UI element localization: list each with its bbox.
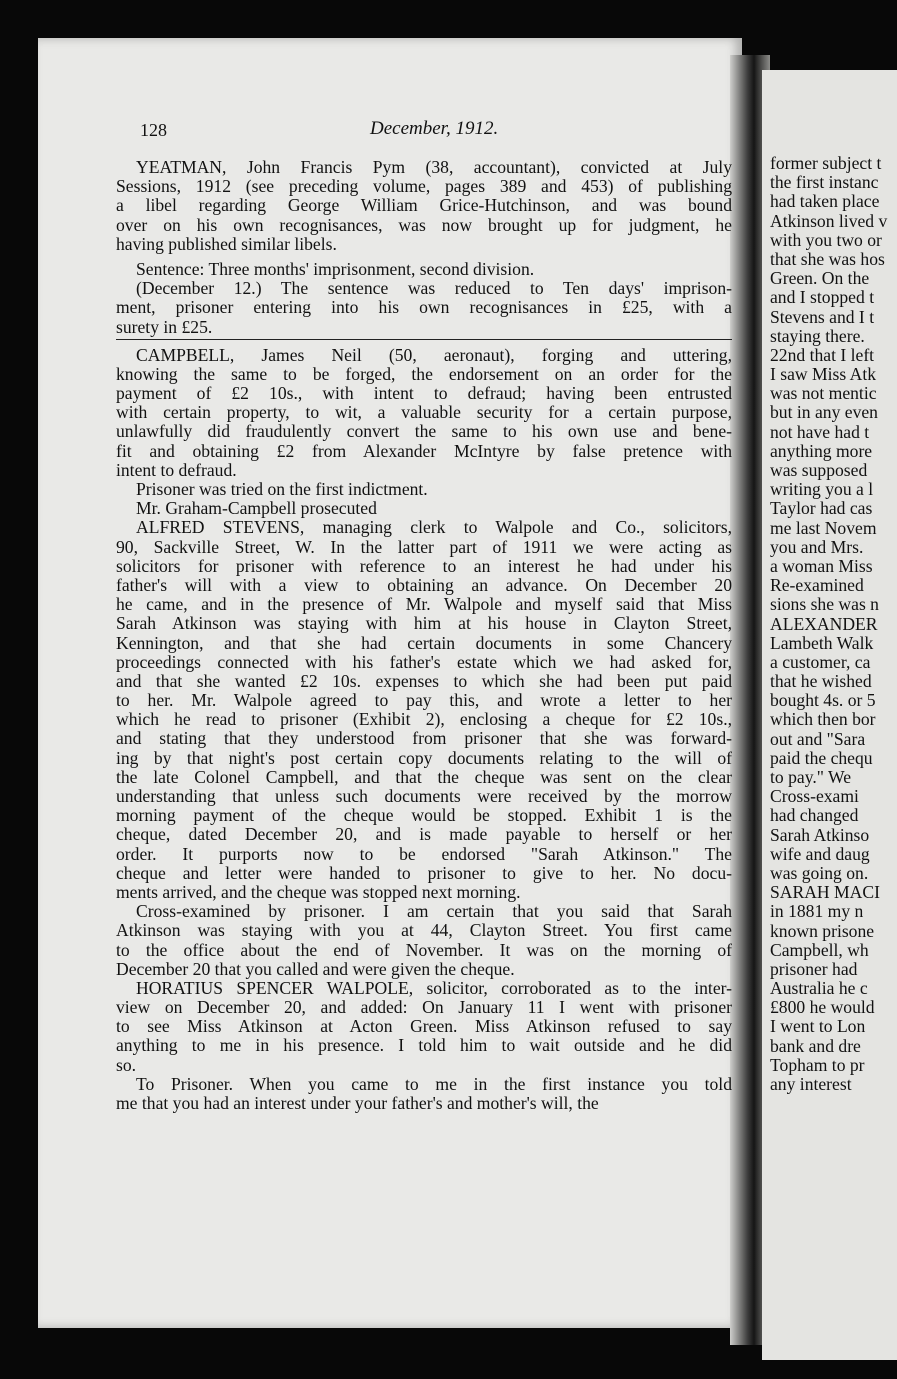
paragraph-line: Sarah Atkinson was staying with him at his house in Clayton Street,	[116, 614, 732, 634]
paragraph-line: surety in £25.	[116, 317, 213, 337]
paragraph-line: (December 12.) The sentence was reduced to Ten days' imprison-	[136, 279, 732, 299]
paragraph-line: Mr. Graham-Campbell prosecuted	[136, 499, 377, 519]
main-text-column	[116, 158, 732, 1113]
case-line: unlawfully did fraudulently convert the same to his own use and bene-	[116, 422, 732, 442]
right-page-line: was not mentic	[770, 384, 877, 404]
case-line: fit and obtaining £2 from Alexander McIntyre by false pretence with	[116, 441, 732, 461]
paragraph-line: me that you had an interest under your father's and mother's will, the	[116, 1094, 599, 1113]
right-page-line: a woman Miss	[770, 556, 873, 576]
right-page-line: wife and daug	[770, 844, 870, 864]
right-page-line: Atkinson lived v	[770, 211, 888, 231]
paragraph-line: Prisoner was tried on the first indictment.	[136, 480, 428, 499]
case-divider	[116, 339, 732, 340]
paragraph-line: understanding that unless such documents were received by the morrow	[116, 787, 732, 806]
case-line: Sessions, 1912 (see preceding volume, pages 389 and 453) of publishing	[116, 177, 732, 197]
right-page-line: that he wished	[770, 672, 872, 692]
paragraph-line: Kennington, and that she had certain documents in some Chancery	[116, 633, 732, 653]
paragraph-line: 90, Sackville Street, W. In the latter part of 1911 we were acting as	[116, 537, 732, 557]
paragraph-line: to her. Mr. Walpole agreed to pay this, and wrote a letter to her	[116, 691, 732, 711]
paragraph-line: view on December 20, and added: On January 11 I went with prisoner	[116, 998, 732, 1018]
paragraph-line: ing by that night's post certain copy documents relating to the will of	[116, 748, 732, 768]
paragraph-line: and that she wanted £2 10s. expenses to which she had been put paid	[116, 671, 732, 691]
case-line: knowing the same to be forged, the endorsement on an order for the	[116, 364, 732, 384]
right-page-line: bought 4s. or 5	[770, 691, 876, 711]
paragraph-line: cheque, dated December 20, and is made payable to herself or her	[116, 825, 732, 845]
right-page-line: former subject t	[770, 154, 882, 173]
right-page-line: which then bor	[770, 710, 876, 730]
right-page-line: known prisone	[770, 921, 875, 941]
right-page-line: had taken place	[770, 192, 880, 212]
case-heading-line: CAMPBELL, James Neil (50, aeronaut), forging and uttering,	[136, 345, 732, 365]
paragraph-line: ment, prisoner entering into his own recognisances in £25, with a	[116, 298, 732, 318]
right-page-line: I went to Lon	[770, 1017, 866, 1037]
paragraph-line: which he read to prisoner (Exhibit 2), enclosing a cheque for £2 10s.,	[116, 710, 732, 730]
right-page-line: prisoner had	[770, 959, 858, 979]
right-page-line: not have had t	[770, 422, 870, 442]
right-page-line: SARAH MACI	[770, 883, 880, 903]
case-line: a libel regarding George William Grice-Hutchinson, and was bound	[116, 196, 732, 216]
right-page-line: that she was hos	[770, 249, 885, 269]
paragraph-line: morning payment of the cheque would be stopped. Exhibit 1 is the	[116, 806, 732, 826]
paragraph-line: solicitors for prisoner with reference to an interest he had under his	[116, 556, 732, 576]
case-line: having published similar libels.	[116, 234, 337, 254]
paragraph-line: Sentence: Three months' imprisonment, second division.	[136, 259, 535, 279]
right-page-line: a customer, ca	[770, 652, 871, 672]
paragraph-line: to the office about the end of November. It was on the morning of	[116, 940, 732, 960]
paragraph-line: ALFRED STEVENS, managing clerk to Walpole and Co., solicitors,	[136, 518, 732, 538]
paragraph-line: order. It purports now to be endorsed "Sarah Atkinson." The	[116, 844, 732, 864]
paragraph-line: ments arrived, and the cheque was stopped next morning.	[116, 882, 521, 902]
right-page-line: Campbell, wh	[770, 940, 869, 960]
paragraph-line: Cross-examined by prisoner. I am certain that you said that Sarah	[136, 902, 732, 922]
page-number: 128	[140, 120, 167, 140]
right-page-line: 22nd that I left	[770, 345, 875, 365]
right-page-line: Stevens and I t	[770, 307, 875, 327]
right-page-line: to pay." We	[770, 768, 852, 787]
paragraph-line: so.	[116, 1055, 137, 1075]
case-heading-line: YEATMAN, John Francis Pym (38, accountant), convicted at July	[136, 158, 732, 177]
right-page-line: in 1881 my n	[770, 902, 864, 922]
right-page-line: but in any even	[770, 403, 878, 423]
right-page-line: Re-examined	[770, 576, 864, 596]
paragraph-line: father's will with a view to obtaining an advance. On December 20	[116, 575, 732, 595]
paragraph-line: proceedings connected with his father's estate which we had asked for,	[116, 652, 732, 672]
paragraph-line: Atkinson was staying with you at 44, Clayton Street. You first came	[116, 921, 732, 941]
right-page-line: Taylor had cas	[770, 499, 873, 519]
right-page-line: anything more	[770, 441, 873, 461]
right-page-line: the first instanc	[770, 173, 879, 193]
case-line: payment of £2 10s., with intent to defraud; having been entrusted	[116, 384, 732, 404]
right-page-line: Green. On the	[770, 269, 870, 289]
right-page-line: £800 he would	[770, 998, 875, 1018]
right-page-line: and I stopped t	[770, 288, 875, 308]
paragraph-line: he came, and in the presence of Mr. Walpole and myself said that Miss	[116, 595, 732, 615]
paragraph-line: To Prisoner. When you came to me in the first instance you told	[136, 1074, 732, 1094]
right-page-line: Australia he c	[770, 979, 868, 999]
right-page-line: paid the chequ	[770, 748, 873, 768]
right-page-line: bank and dre	[770, 1036, 861, 1056]
right-page-line: me last Novem	[770, 518, 877, 538]
right-page-line: ALEXANDER	[770, 614, 878, 634]
case-line: intent to defraud.	[116, 460, 237, 480]
right-page-line: out and "Sara	[770, 729, 866, 749]
right-page-line: you and Mrs.	[770, 537, 864, 557]
paragraph-line: anything to me in his presence. I told him to wait outside and he did	[116, 1036, 732, 1056]
right-page-line: with you two or	[770, 230, 882, 250]
case-line: with certain property, to wit, a valuable security for a certain purpose,	[116, 403, 732, 423]
right-page-line: Cross-exami	[770, 787, 859, 807]
case-line: over on his own recognisances, was now brought up for judgment, he	[116, 215, 732, 235]
paragraph-line: the late Colonel Campbell, and that the cheque was sent on the clear	[116, 767, 732, 787]
paragraph-line: December 20 that you called and were given the cheque.	[116, 959, 515, 979]
right-page-line: Lambeth Walk	[770, 633, 874, 653]
right-page-line: was supposed	[770, 461, 868, 480]
right-page-line: was going on.	[770, 863, 869, 883]
right-page-line: writing you a l	[770, 480, 874, 500]
right-page-line: any interest	[770, 1075, 852, 1094]
right-page-line: Topham to pr	[770, 1055, 865, 1075]
running-head: December, 1912.	[370, 118, 499, 139]
right-page-line: I saw Miss Atk	[770, 365, 877, 385]
paragraph-line: to see Miss Atkinson at Acton Green. Miss Atkinson refused to say	[116, 1017, 732, 1037]
paragraph-line: HORATIUS SPENCER WALPOLE, solicitor, corroborated as to the inter-	[136, 978, 732, 998]
right-page-line: Sarah Atkinso	[770, 825, 870, 845]
right-page-line: had changed	[770, 806, 859, 826]
paragraph-line: cheque and letter were handed to prisoner to give to her. No docu-	[116, 863, 732, 883]
paragraph-line: and stating that they understood from prisoner that she was forward-	[116, 729, 732, 749]
page-header	[100, 116, 730, 144]
right-page-text-column	[770, 154, 897, 1094]
right-page-line: sions she was n	[770, 595, 879, 615]
right-page-line: staying there.	[770, 326, 865, 346]
